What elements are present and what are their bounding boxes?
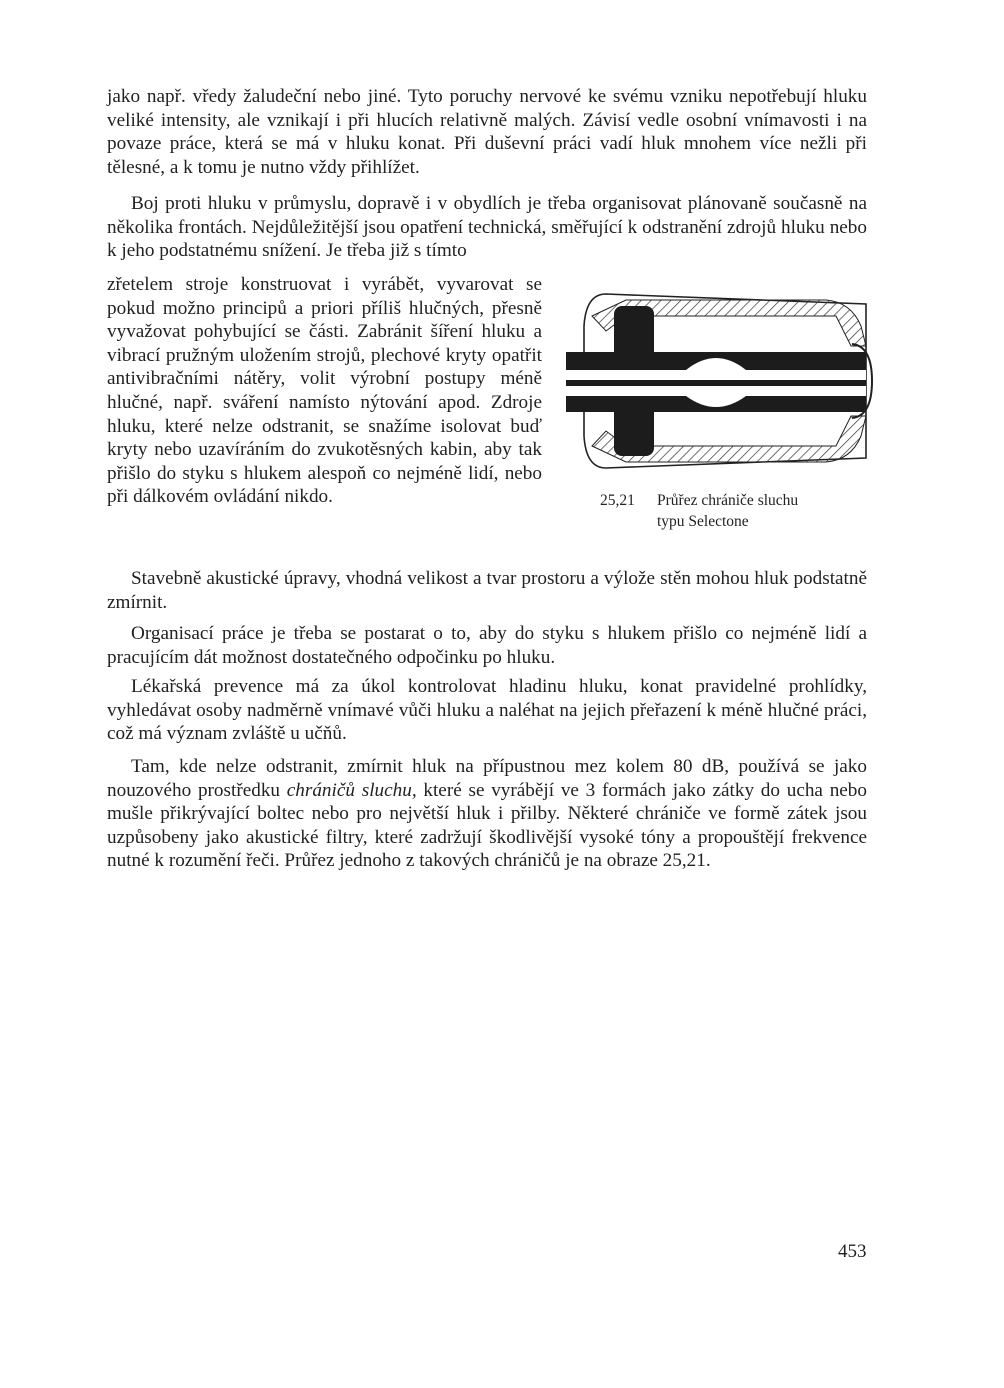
paragraph-5: Lékařská prevence má za úkol kontrolovat hladinu hluku, konat pravidelné prohlídky, vyhledávat osoby nadměrně vnímavé vůči hluku a naléhat na jejich přeřazení k méně hlučné práci, což má význam zvláště u učňů. — [107, 676, 867, 745]
paragraph-6-text-b: které se vyrábějí ve 3 formách jako zátky do ucha nebo mušle přikrývající boltec nebo pro největší hluk i přilby. Některé chrániče ve formě zátek jsou uzpůsobeny jako akustické filtry, které zadržují škodlivější vysoké tóny a propouštějí frekvence nutné k rozumění řeči. Průřez jednoho z takových chráničů je na obraze 25,21. — [107, 779, 867, 872]
ear-protector-diagram — [566, 286, 876, 476]
paragraph-6-emphasis: chráničů sluchu, — [286, 779, 417, 801]
paragraph-6 — [107, 755, 867, 873]
figure-caption — [600, 490, 860, 532]
figure-ear-protector-cross-section — [566, 286, 876, 476]
paragraph-3: Stavebně akustické úpravy, vhodná velikost a tvar prostoru a výlože stěn mohou hluk podstatně zmírnit. — [107, 568, 867, 613]
paragraph-2: Boj proti hluku v průmyslu, dopravě i v obydlích je třeba organisovat plánovaně současně na několika frontách. Nejdůležitější jsou opatření technická, směřující k odstranění zdrojů hluku nebo k jeho podstatnému snížení. Je třeba již s tímto — [107, 193, 867, 262]
caption-line-1: Průřez chrániče sluchu — [657, 492, 799, 509]
caption-line-2: typu Selectone — [657, 513, 749, 530]
figure-number: 25,21 — [600, 492, 635, 509]
paragraph-6-text-a: Tam, kde nelze odstranit, zmírnit hluk na přípustnou mez kolem 80 dB, používá se jako nouzového prostředku — [107, 756, 867, 801]
paragraph-2-wrapped: zřetelem stroje konstruovat i vyrábět, vyvarovat se pokud možno principů a priori příliš hlučných, přesně vyvažovat pohybující se části. Zabránit šíření hluku a vibrací pružným uložením strojů, plechové kryty opatřit antivibračními nátěry, volit výrobní postupy méně hlučné, např. sváření namísto nýtování apod. Zdroje hluku, které nelze odstranit, se snažíme isolovat buď kryty nebo uzavíráním do zvukotěsných kabin, aby tak přišlo do styku s hlukem alespoň co nejméně lidí, nebo při dálkovém ovládání nikdo. — [107, 274, 542, 508]
page-number: 453 — [838, 1241, 867, 1262]
paragraph-4: Organisací práce je třeba se postarat o to, aby do styku s hlukem přišlo co nejméně lidí a pracujícím dát možnost dostatečného odpočinku po hluku. — [107, 623, 867, 668]
paragraph-1: jako např. vředy žaludeční nebo jiné. Tyto poruchy nervové ke svému vzniku nepotřebují hluku veliké intensity, ale vznikají i při hlucích relativně malých. Závisí vedle osobní vnímavosti i na povaze práce, která se má v hluku konat. Při duševní práci vadí hluk mnohem více nežli při tělesné, a k tomu je nutno vždy přihlížet. — [107, 86, 867, 178]
